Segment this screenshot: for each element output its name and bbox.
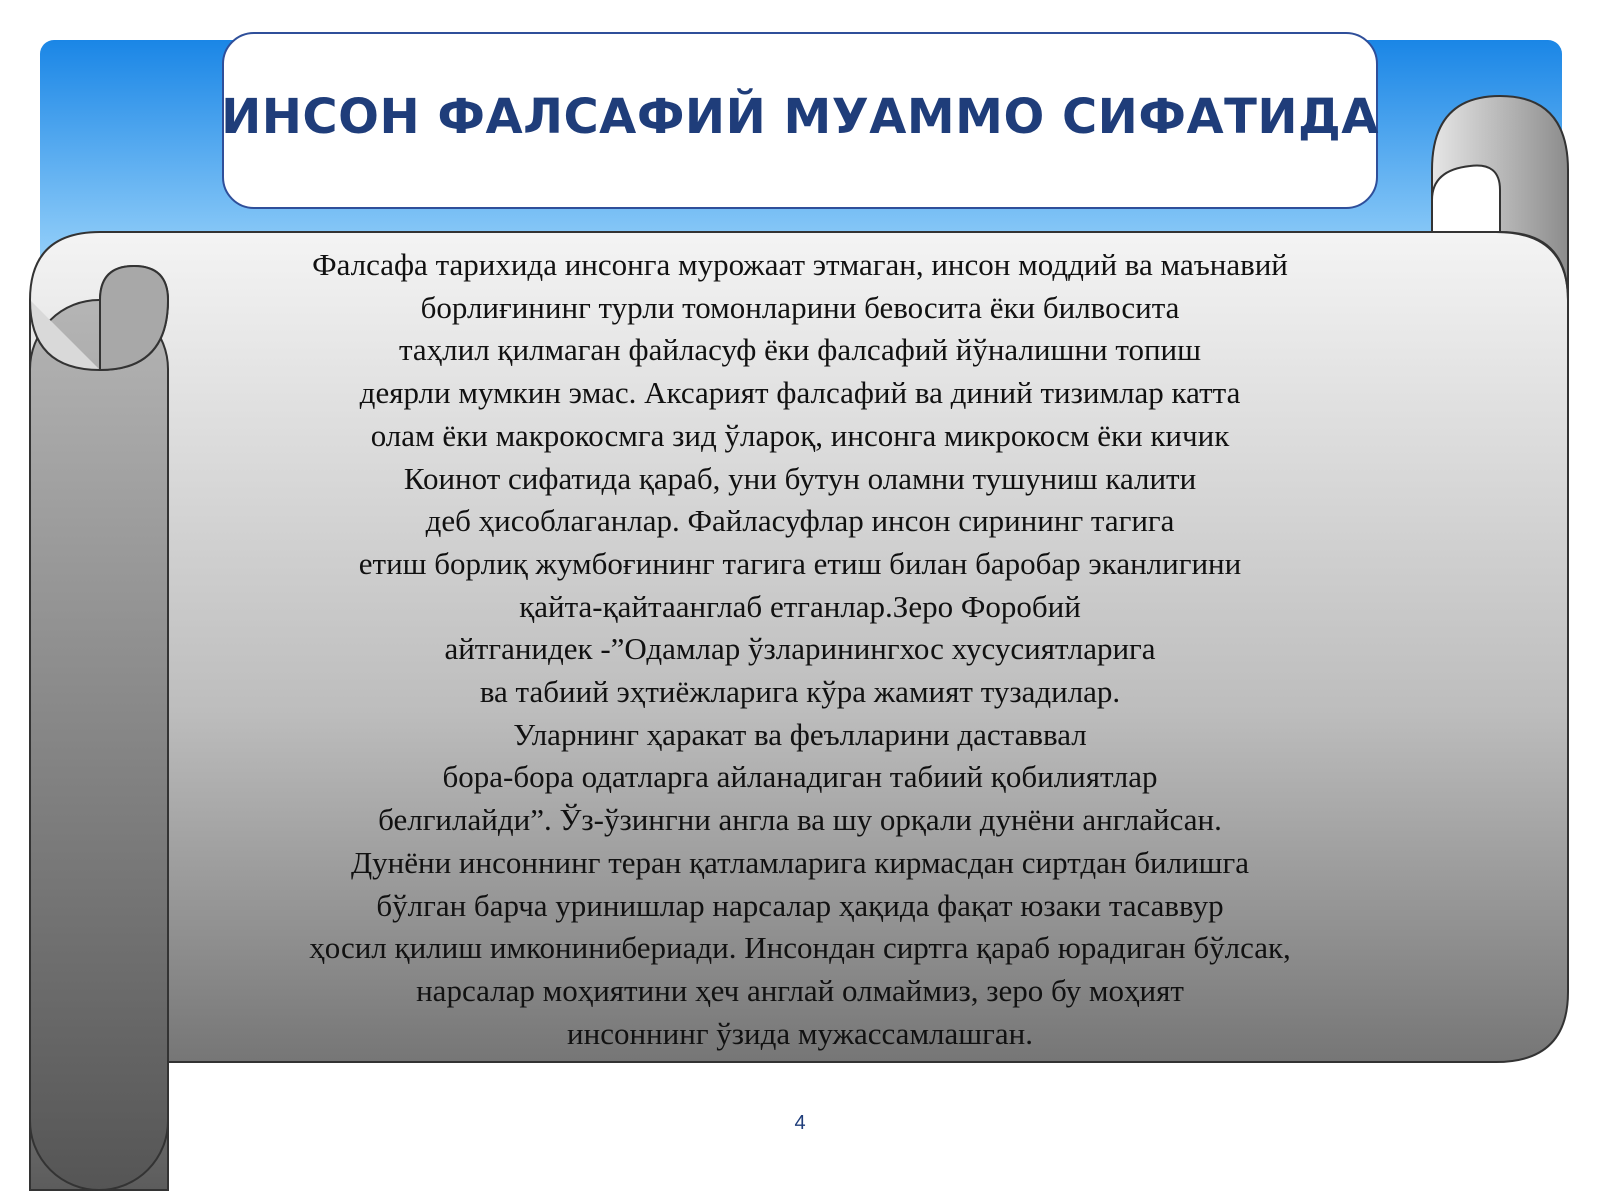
- page-number: 4: [794, 1112, 806, 1134]
- body-line: олам ёки макрокосмга зид ўлароқ, инсонга микрокосм ёки кичик: [370, 417, 1230, 453]
- body-line: ва табиий эҳтиёжларига кўра жамият тузадилар.: [479, 674, 1121, 710]
- scroll-roll-left: [30, 300, 168, 1190]
- body-line: айтганидек -”Одамлар ўзларинингхос хусусиятларига: [444, 631, 1156, 667]
- body-line: қайта-қайтаанглаб етганлар.Зеро Форобий: [519, 588, 1081, 624]
- body-line: бора-бора одатларга айланадиган табиий қобилиятлар: [442, 759, 1158, 795]
- body-paragraph: [200, 244, 1400, 1055]
- body-line: ҳосил қилиш имконинибериади. Инсондан сиртга қараб юрадиган бўлсак,: [309, 930, 1291, 966]
- body-line: борлиғининг турли томонларини бевосита ёки билвосита: [420, 289, 1180, 325]
- body-line: деб ҳисоблаганлар. Файласуфлар инсон сирининг тагига: [425, 503, 1175, 539]
- body-line: Уларнинг ҳаракат ва феълларини даставвал: [513, 716, 1087, 752]
- title-box: [222, 32, 1378, 209]
- body-line: бўлган барча уринишлар нарсалар ҳақида фақат юзаки тасаввур: [376, 887, 1224, 923]
- body-line: инсоннинг ўзида мужассамлашган.: [567, 1015, 1033, 1051]
- body-line: таҳлил қилмаган файласуф ёки фалсафий йўналишни топиш: [398, 332, 1202, 368]
- body-line: деярли мумкин эмас. Аксарият фалсафий ва диний тизимлар катта: [359, 375, 1241, 411]
- body-line: Фалсафа тарихида инсонга мурожаат этмаган, инсон моддий ва маънавий: [312, 247, 1288, 282]
- body-line: белгилайди”. Ўз-ўзингни англа ва шу орқали дунёни англайсан.: [378, 802, 1222, 838]
- body-line: нарсалар моҳиятини ҳеч англай олмаймиз, зеро бу моҳият: [416, 972, 1184, 1008]
- body-line: Дунёни инсоннинг теран қатламларига кирмасдан сиртдан билишга: [351, 844, 1249, 880]
- body-line: етиш борлиқ жумбоғининг тагига етиш билан баробар эканлигини: [358, 545, 1242, 581]
- slide-title: ИНСОН ФАЛСАФИЙ МУАММО СИФАТИДА: [221, 88, 1379, 145]
- scroll-curl-right-inner: [1432, 166, 1500, 233]
- body-line: Коинот сифатида қараб, уни бутун оламни тушуниш калити: [403, 460, 1197, 496]
